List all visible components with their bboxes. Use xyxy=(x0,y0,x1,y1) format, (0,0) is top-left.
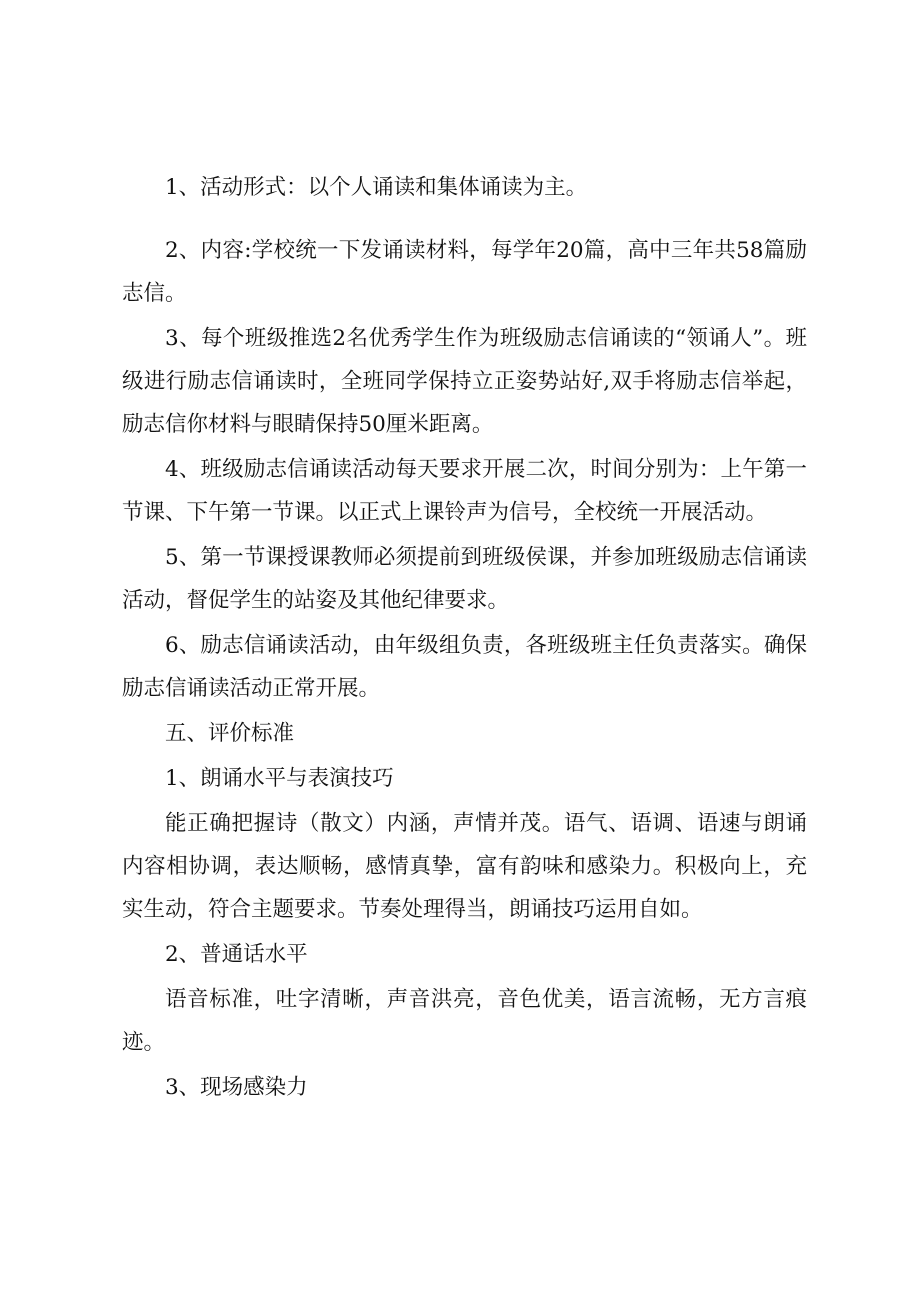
subheading-mandarin-level: 2、普通话水平 xyxy=(165,942,308,967)
paragraph-responsibility: 6、励志信诵读活动，由年级组负责，各班级班主任负责落实。确保励志信诵读活动正常开展。 xyxy=(122,633,807,701)
paragraph-schedule: 4、班级励志信诵读活动每天要求开展二次，时间分别为：上午第一节课、下午第一节课。以正式上课铃声为信号，全校统一开展活动。 xyxy=(122,457,807,525)
subheading-stage-appeal: 3、现场感染力 xyxy=(165,1075,308,1100)
paragraph-mandarin-criteria: 语音标准，吐字清晰，声音洪亮，音色优美，语言流畅，无方言痕迹。 xyxy=(122,987,807,1055)
paragraph-activity-form: 1、活动形式：以个人诵读和集体诵读为主。 xyxy=(165,175,588,200)
paragraph-lead-reader: 3、每个班级推选2名优秀学生作为班级励志信诵读的“领诵人”。班级进行励志信诵读时，全班同学保持立正姿势站好,双手将励志信举起，励志信你材料与眼睛保持50厘米距离。 xyxy=(122,326,807,437)
paragraph-teacher-duty: 5、第一节课授课教师必须提前到班级侯课，并参加班级励志信诵读活动，督促学生的站姿及其他纪律要求。 xyxy=(122,545,807,613)
document-body xyxy=(122,166,807,1109)
paragraph-content: 2、内容:学校统一下发诵读材料，每学年20篇，高中三年共58篇励志信。 xyxy=(122,238,807,306)
subheading-recitation-skill: 1、朗诵水平与表演技巧 xyxy=(165,766,394,791)
section-heading-evaluation: 五、评价标准 xyxy=(165,721,295,746)
paragraph-recitation-criteria: 能正确把握诗（散文）内涵，声情并茂。语气、语调、语速与朗诵内容相协调，表达顺畅，感情真挚，富有韵味和感染力。积极向上，充实生动，符合主题要求。节奏处理得当，朗诵技巧运用自如。 xyxy=(122,811,807,922)
